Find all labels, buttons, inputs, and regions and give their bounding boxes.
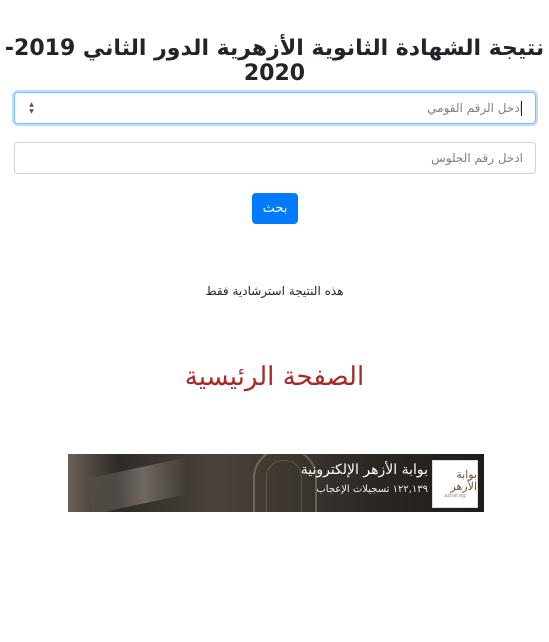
seat-number-field[interactable] — [14, 142, 536, 174]
azhar-logo[interactable] — [432, 460, 478, 508]
home-page-link[interactable]: الصفحة الرئيسية — [184, 362, 365, 392]
banner-page-name[interactable]: بوابة الأزهر الإلكترونية — [300, 462, 428, 478]
national-id-field[interactable] — [14, 92, 536, 124]
search-button[interactable]: بحث — [252, 193, 298, 224]
national-id-input[interactable] — [45, 93, 525, 123]
banner-decoration — [86, 454, 230, 512]
number-spinner[interactable] — [27, 100, 36, 116]
banner-likes-count: ١٢٢,١٣٩ تسجيلات الإعجاب — [316, 484, 428, 495]
spin-up-icon[interactable]: ▲ — [29, 101, 34, 108]
text-caret — [521, 101, 522, 116]
azhar-portal-banner[interactable] — [68, 454, 484, 512]
spin-down-icon[interactable]: ▼ — [29, 108, 34, 115]
page-title: نتيجة الشهادة الثانوية الأزهرية الدور الثاني 2019-2020 — [4, 36, 545, 86]
azhar-logo-text: بوابة الأزهر — [450, 467, 477, 493]
disclaimer-text: هذه النتيجة استرشادية فقط — [205, 284, 344, 298]
azhar-logo-domain: azhar.eg — [444, 492, 466, 499]
seat-number-input[interactable] — [25, 143, 525, 173]
mosque-inner-arch-icon — [266, 460, 302, 512]
